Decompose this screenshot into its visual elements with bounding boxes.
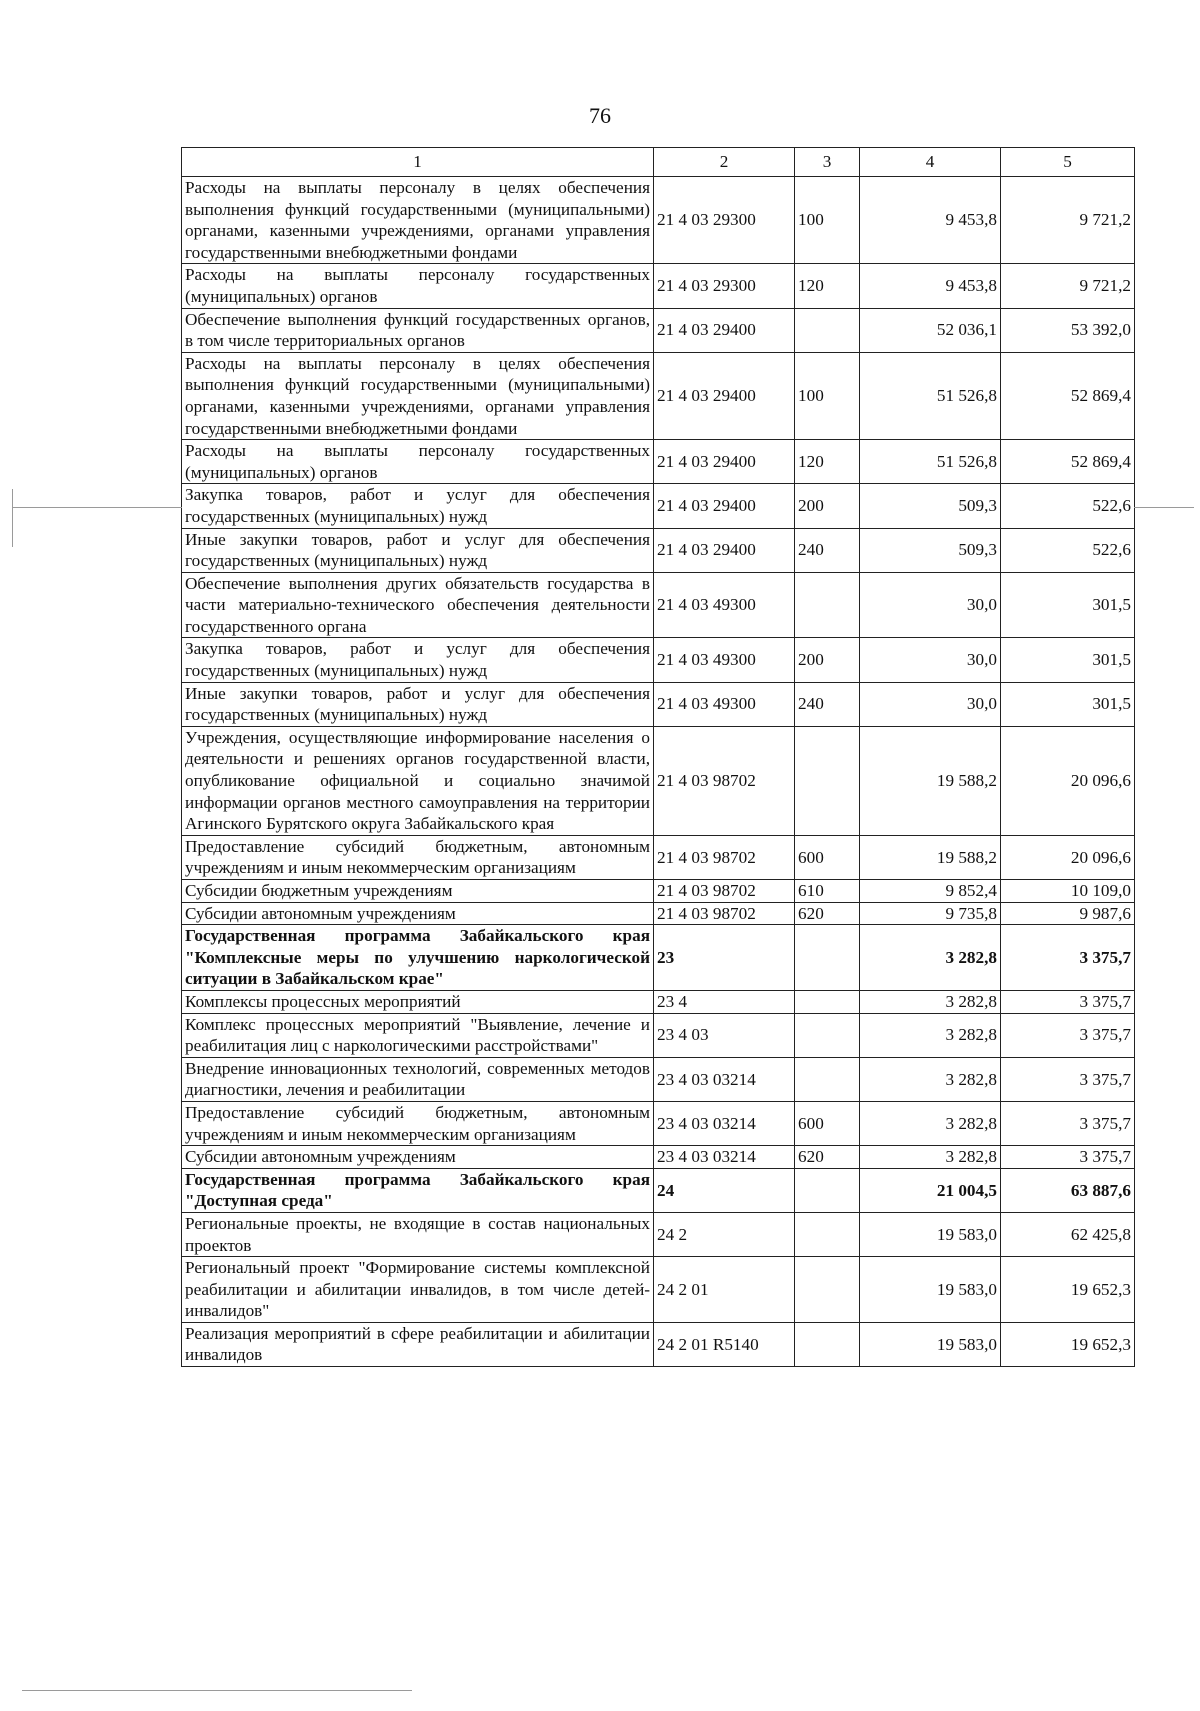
row-expense-type: 600	[795, 1101, 860, 1145]
row-code: 23	[654, 925, 795, 991]
row-value-year-2: 3 375,7	[1001, 925, 1135, 991]
row-expense-type: 200	[795, 484, 860, 528]
row-code: 21 4 03 29400	[654, 440, 795, 484]
row-name: Предоставление субсидий бюджетным, автономным учреждениям и иным некоммерческим организациям	[182, 1101, 654, 1145]
row-value-year-1: 51 526,8	[860, 440, 1001, 484]
row-value-year-1: 9 453,8	[860, 264, 1001, 308]
column-header: 5	[1001, 148, 1135, 177]
row-code: 24 2 01 R5140	[654, 1322, 795, 1366]
table-row	[182, 1013, 1135, 1057]
row-code: 23 4 03 03214	[654, 1057, 795, 1101]
scan-artifact	[22, 1690, 412, 1691]
row-code: 21 4 03 29300	[654, 264, 795, 308]
table-row	[182, 308, 1135, 352]
table-row	[182, 572, 1135, 638]
row-expense-type	[795, 1013, 860, 1057]
budget-table	[181, 147, 1135, 1367]
table-row	[182, 440, 1135, 484]
table-row	[182, 925, 1135, 991]
scan-artifact	[12, 489, 13, 547]
row-name: Закупка товаров, работ и услуг для обеспечения государственных (муниципальных) нужд	[182, 484, 654, 528]
row-code: 21 4 03 49300	[654, 682, 795, 726]
table-row	[182, 1322, 1135, 1366]
row-name: Комплексы процессных мероприятий	[182, 990, 654, 1013]
row-value-year-1: 3 282,8	[860, 1013, 1001, 1057]
table-row	[182, 1257, 1135, 1323]
row-code: 21 4 03 49300	[654, 638, 795, 682]
row-name: Государственная программа Забайкальского края "Доступная среда"	[182, 1168, 654, 1212]
row-value-year-2: 3 375,7	[1001, 1146, 1135, 1169]
row-name: Государственная программа Забайкальского края "Комплексные меры по улучшению наркологической ситуации в Забайкальском крае"	[182, 925, 654, 991]
row-value-year-1: 19 583,0	[860, 1212, 1001, 1256]
row-expense-type: 200	[795, 638, 860, 682]
row-expense-type	[795, 1257, 860, 1323]
row-value-year-2: 20 096,6	[1001, 835, 1135, 879]
row-value-year-2: 52 869,4	[1001, 352, 1135, 439]
column-header: 3	[795, 148, 860, 177]
table-row	[182, 1168, 1135, 1212]
row-value-year-1: 52 036,1	[860, 308, 1001, 352]
row-value-year-2: 20 096,6	[1001, 726, 1135, 835]
table-row	[182, 682, 1135, 726]
column-header: 2	[654, 148, 795, 177]
row-value-year-2: 62 425,8	[1001, 1212, 1135, 1256]
table-row	[182, 835, 1135, 879]
row-expense-type	[795, 925, 860, 991]
row-value-year-2: 9 987,6	[1001, 902, 1135, 925]
row-code: 21 4 03 98702	[654, 835, 795, 879]
row-name: Иные закупки товаров, работ и услуг для обеспечения государственных (муниципальных) нужд	[182, 528, 654, 572]
row-expense-type: 120	[795, 264, 860, 308]
table-row	[182, 177, 1135, 264]
row-value-year-1: 30,0	[860, 638, 1001, 682]
row-expense-type: 240	[795, 682, 860, 726]
row-expense-type	[795, 1057, 860, 1101]
row-expense-type	[795, 726, 860, 835]
row-value-year-1: 9 852,4	[860, 880, 1001, 903]
row-name: Закупка товаров, работ и услуг для обеспечения государственных (муниципальных) нужд	[182, 638, 654, 682]
row-value-year-1: 19 583,0	[860, 1257, 1001, 1323]
row-name: Комплекс процессных мероприятий "Выявление, лечение и реабилитация лиц с наркологическими расстройствами"	[182, 1013, 654, 1057]
row-value-year-1: 3 282,8	[860, 1101, 1001, 1145]
row-value-year-2: 301,5	[1001, 572, 1135, 638]
page-number: 76	[589, 103, 611, 128]
row-code: 23 4	[654, 990, 795, 1013]
row-value-year-1: 51 526,8	[860, 352, 1001, 439]
row-code: 21 4 03 98702	[654, 726, 795, 835]
row-name: Реализация мероприятий в сфере реабилитации и абилитации инвалидов	[182, 1322, 654, 1366]
row-value-year-1: 19 583,0	[860, 1322, 1001, 1366]
row-expense-type: 620	[795, 902, 860, 925]
row-name: Субсидии автономным учреждениям	[182, 902, 654, 925]
row-code: 21 4 03 29300	[654, 177, 795, 264]
row-code: 24	[654, 1168, 795, 1212]
table-row	[182, 528, 1135, 572]
row-value-year-2: 522,6	[1001, 484, 1135, 528]
row-name: Субсидии автономным учреждениям	[182, 1146, 654, 1169]
table-row	[182, 880, 1135, 903]
row-value-year-2: 10 109,0	[1001, 880, 1135, 903]
header-row	[182, 148, 1135, 177]
column-header: 1	[182, 148, 654, 177]
row-code: 21 4 03 29400	[654, 484, 795, 528]
table-row	[182, 990, 1135, 1013]
row-expense-type	[795, 1322, 860, 1366]
row-value-year-1: 3 282,8	[860, 1057, 1001, 1101]
table-row	[182, 1146, 1135, 1169]
row-expense-type	[795, 572, 860, 638]
row-value-year-2: 301,5	[1001, 682, 1135, 726]
row-name: Иные закупки товаров, работ и услуг для обеспечения государственных (муниципальных) нужд	[182, 682, 654, 726]
row-value-year-1: 509,3	[860, 528, 1001, 572]
row-expense-type: 120	[795, 440, 860, 484]
row-value-year-1: 30,0	[860, 682, 1001, 726]
table-row	[182, 1101, 1135, 1145]
row-expense-type	[795, 308, 860, 352]
row-code: 21 4 03 29400	[654, 528, 795, 572]
scan-artifact	[1134, 507, 1194, 508]
row-code: 21 4 03 29400	[654, 352, 795, 439]
row-value-year-2: 522,6	[1001, 528, 1135, 572]
scan-artifact	[12, 507, 182, 508]
row-name: Субсидии бюджетным учреждениям	[182, 880, 654, 903]
row-name: Расходы на выплаты персоналу государственных (муниципальных) органов	[182, 440, 654, 484]
row-value-year-2: 9 721,2	[1001, 177, 1135, 264]
row-expense-type: 620	[795, 1146, 860, 1169]
row-value-year-1: 3 282,8	[860, 1146, 1001, 1169]
row-value-year-1: 21 004,5	[860, 1168, 1001, 1212]
table-row	[182, 352, 1135, 439]
row-name: Внедрение инновационных технологий, современных методов диагностики, лечения и реабилитации	[182, 1057, 654, 1101]
row-value-year-2: 3 375,7	[1001, 1101, 1135, 1145]
row-value-year-2: 3 375,7	[1001, 990, 1135, 1013]
row-name: Обеспечение выполнения функций государственных органов, в том числе территориальных органов	[182, 308, 654, 352]
row-expense-type: 100	[795, 177, 860, 264]
column-header: 4	[860, 148, 1001, 177]
row-value-year-2: 63 887,6	[1001, 1168, 1135, 1212]
row-expense-type	[795, 1212, 860, 1256]
row-value-year-2: 19 652,3	[1001, 1322, 1135, 1366]
table-row	[182, 264, 1135, 308]
row-code: 21 4 03 29400	[654, 308, 795, 352]
row-code: 24 2	[654, 1212, 795, 1256]
row-code: 21 4 03 98702	[654, 880, 795, 903]
row-expense-type: 610	[795, 880, 860, 903]
table-row	[182, 1057, 1135, 1101]
row-value-year-1: 19 588,2	[860, 726, 1001, 835]
row-value-year-1: 3 282,8	[860, 925, 1001, 991]
row-value-year-1: 30,0	[860, 572, 1001, 638]
row-name: Обеспечение выполнения других обязательств государства в части материально-технического обеспечения деятельности государственного органа	[182, 572, 654, 638]
row-code: 21 4 03 98702	[654, 902, 795, 925]
row-value-year-2: 3 375,7	[1001, 1013, 1135, 1057]
row-expense-type: 600	[795, 835, 860, 879]
row-code: 24 2 01	[654, 1257, 795, 1323]
row-value-year-1: 3 282,8	[860, 990, 1001, 1013]
row-value-year-2: 9 721,2	[1001, 264, 1135, 308]
row-name: Учреждения, осуществляющие информирование населения о деятельности и решениях органов государственной власти, опубликование официальной и социально значимой информации органов местного самоуправления на территории Агинского Бурятского округа Забайкальского края	[182, 726, 654, 835]
table-row	[182, 726, 1135, 835]
row-name: Расходы на выплаты персоналу в целях обеспечения выполнения функций государственными (муниципальными) органами, казенными учреждениями, органами управления государственными внебюджетными фондами	[182, 352, 654, 439]
row-name: Региональный проект "Формирование системы комплексной реабилитации и абилитации инвалидов, в том числе детей-инвалидов"	[182, 1257, 654, 1323]
row-value-year-1: 19 588,2	[860, 835, 1001, 879]
row-value-year-2: 3 375,7	[1001, 1057, 1135, 1101]
row-name: Региональные проекты, не входящие в состав национальных проектов	[182, 1212, 654, 1256]
table-body	[182, 177, 1135, 1367]
row-value-year-2: 19 652,3	[1001, 1257, 1135, 1323]
row-expense-type	[795, 990, 860, 1013]
row-code: 23 4 03 03214	[654, 1101, 795, 1145]
row-value-year-2: 52 869,4	[1001, 440, 1135, 484]
row-value-year-1: 9 735,8	[860, 902, 1001, 925]
row-value-year-1: 9 453,8	[860, 177, 1001, 264]
table-row	[182, 1212, 1135, 1256]
row-code: 23 4 03	[654, 1013, 795, 1057]
row-value-year-2: 301,5	[1001, 638, 1135, 682]
row-name: Расходы на выплаты персоналу в целях обеспечения выполнения функций государственными (муниципальными) органами, казенными учреждениями, органами управления государственными внебюджетными фондами	[182, 177, 654, 264]
row-expense-type	[795, 1168, 860, 1212]
row-value-year-1: 509,3	[860, 484, 1001, 528]
row-value-year-2: 53 392,0	[1001, 308, 1135, 352]
table-row	[182, 484, 1135, 528]
row-name: Предоставление субсидий бюджетным, автономным учреждениям и иным некоммерческим организациям	[182, 835, 654, 879]
row-expense-type: 100	[795, 352, 860, 439]
row-name: Расходы на выплаты персоналу государственных (муниципальных) органов	[182, 264, 654, 308]
row-expense-type: 240	[795, 528, 860, 572]
table-row	[182, 638, 1135, 682]
row-code: 23 4 03 03214	[654, 1146, 795, 1169]
row-code: 21 4 03 49300	[654, 572, 795, 638]
table-row	[182, 902, 1135, 925]
